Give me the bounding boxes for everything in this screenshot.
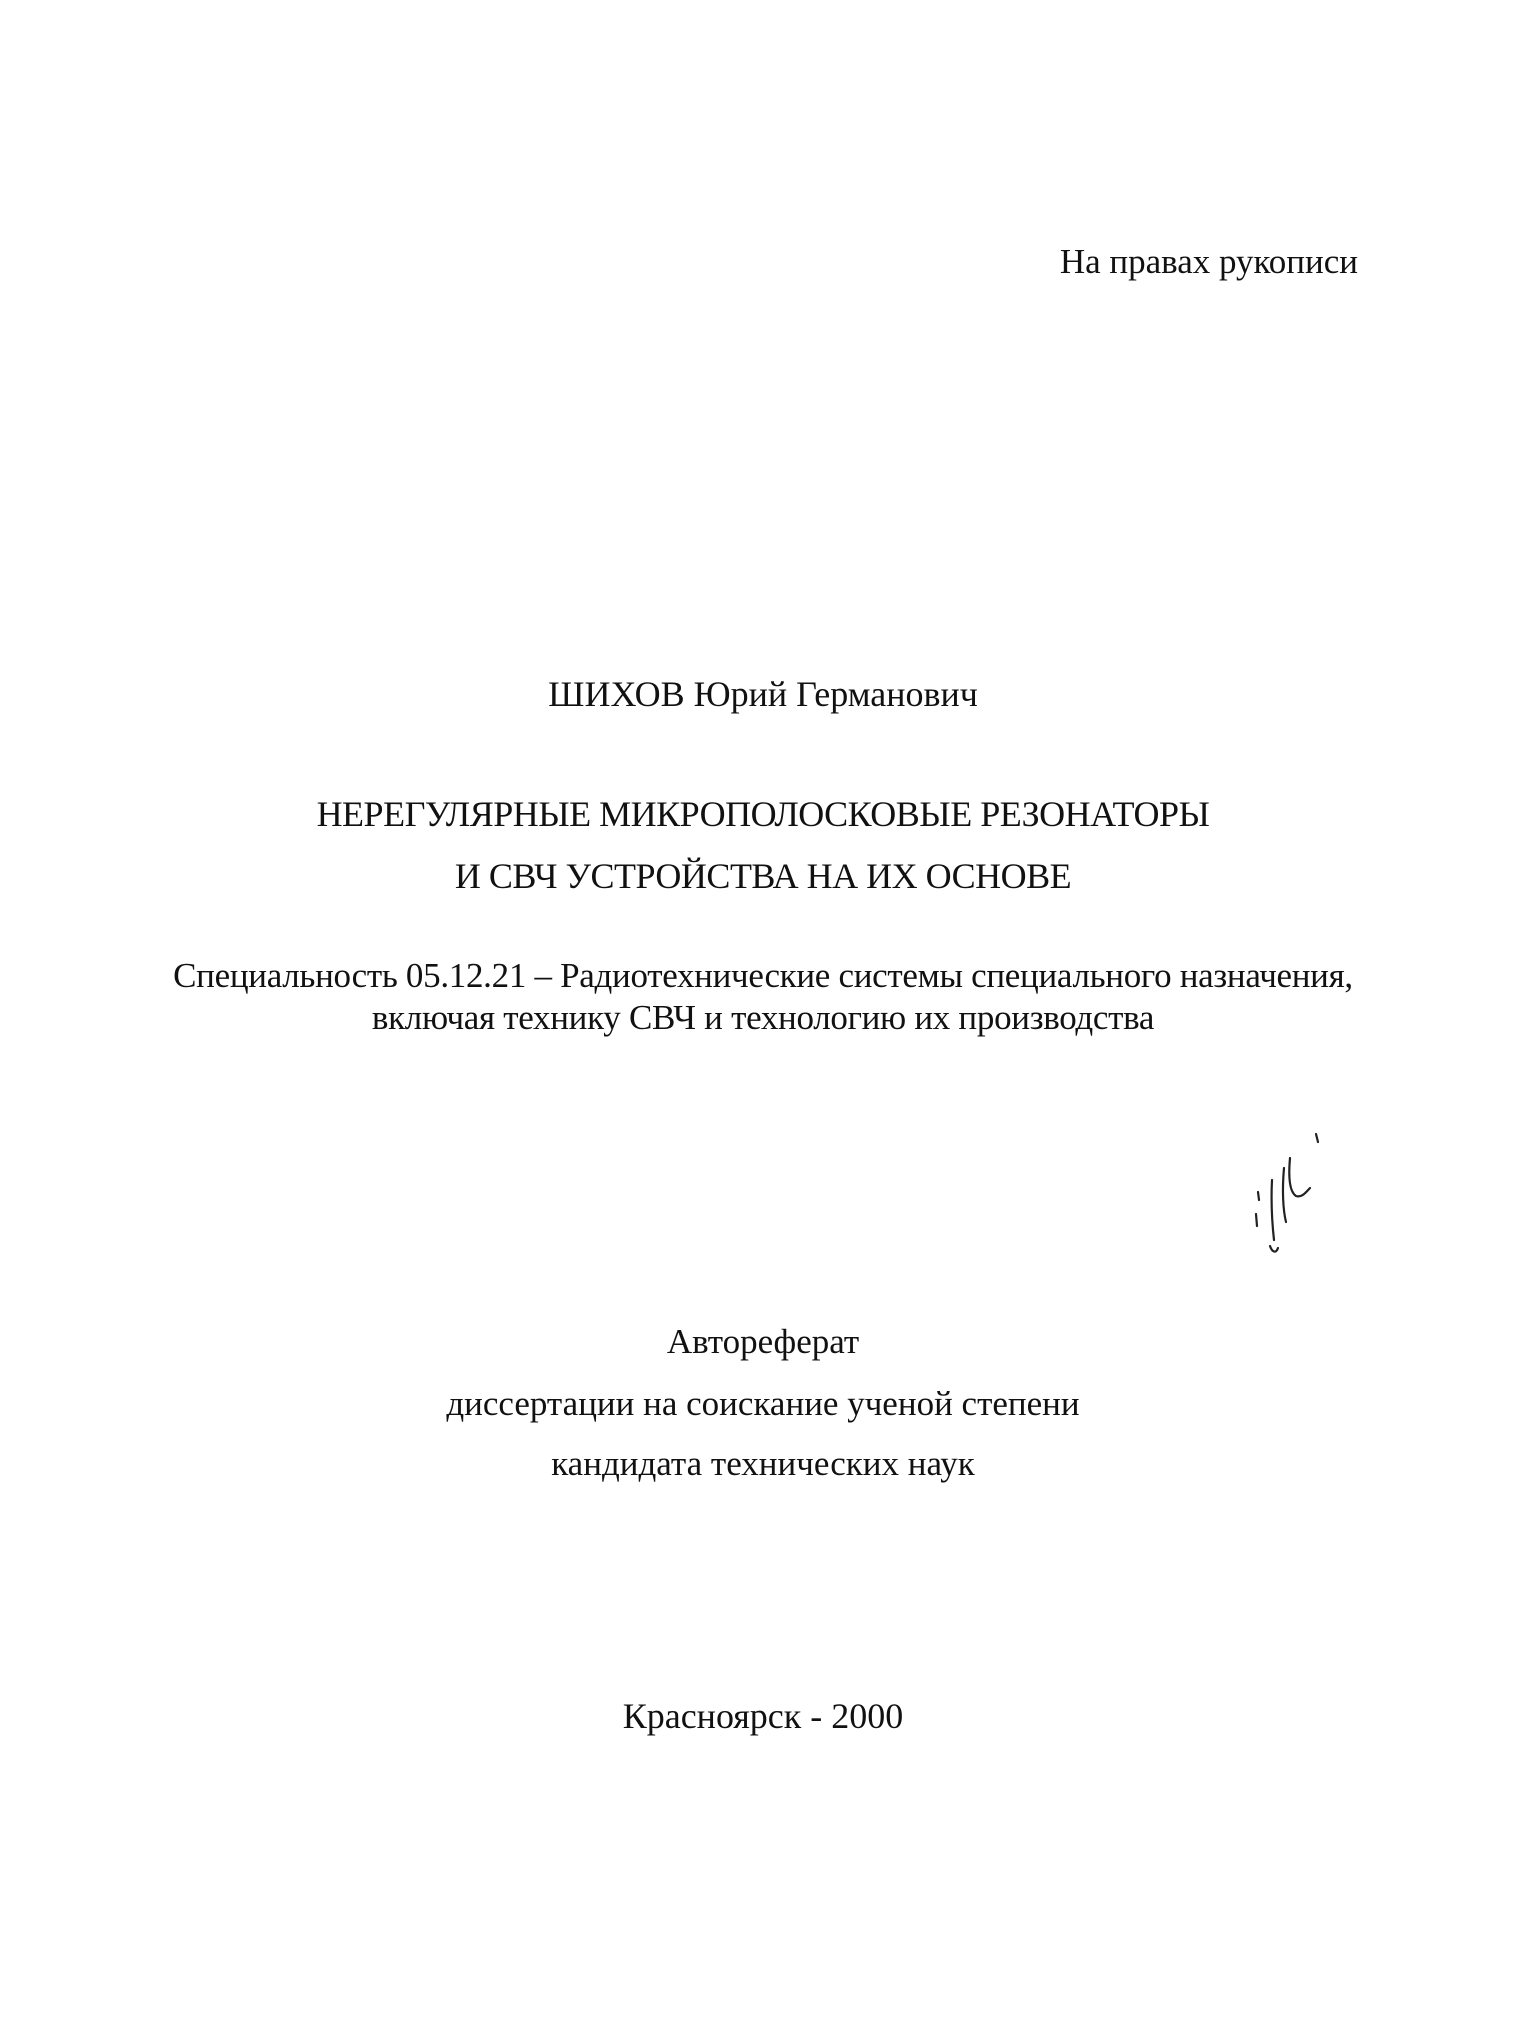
city-year: Красноярск - 2000 bbox=[622, 1696, 904, 1736]
abstract-line-2: диссертации на соискание ученой степени bbox=[446, 1384, 1080, 1423]
abstract-line-3: кандидата технических наук bbox=[551, 1444, 975, 1483]
title-line-1: НЕРЕГУЛЯРНЫЕ МИКРОПОЛОСКОВЫЕ РЕЗОНАТОРЫ bbox=[316, 794, 1210, 834]
abstract-heading: Автореферат bbox=[666, 1322, 860, 1361]
handwritten-signature-mark bbox=[1250, 1130, 1360, 1270]
title-line-2: И СВЧ УСТРОЙСТВА НА ИХ ОСНОВЕ bbox=[454, 856, 1072, 896]
manuscript-note: На правах рукописи bbox=[1059, 242, 1358, 281]
author-name: ШИХОВ Юрий Германович bbox=[548, 674, 978, 714]
specialty-line-2: включая технику СВЧ и технологию их производства bbox=[371, 998, 1155, 1037]
specialty-line-1: Специальность 05.12.21 – Радиотехнические системы специального назначения, bbox=[173, 956, 1353, 995]
